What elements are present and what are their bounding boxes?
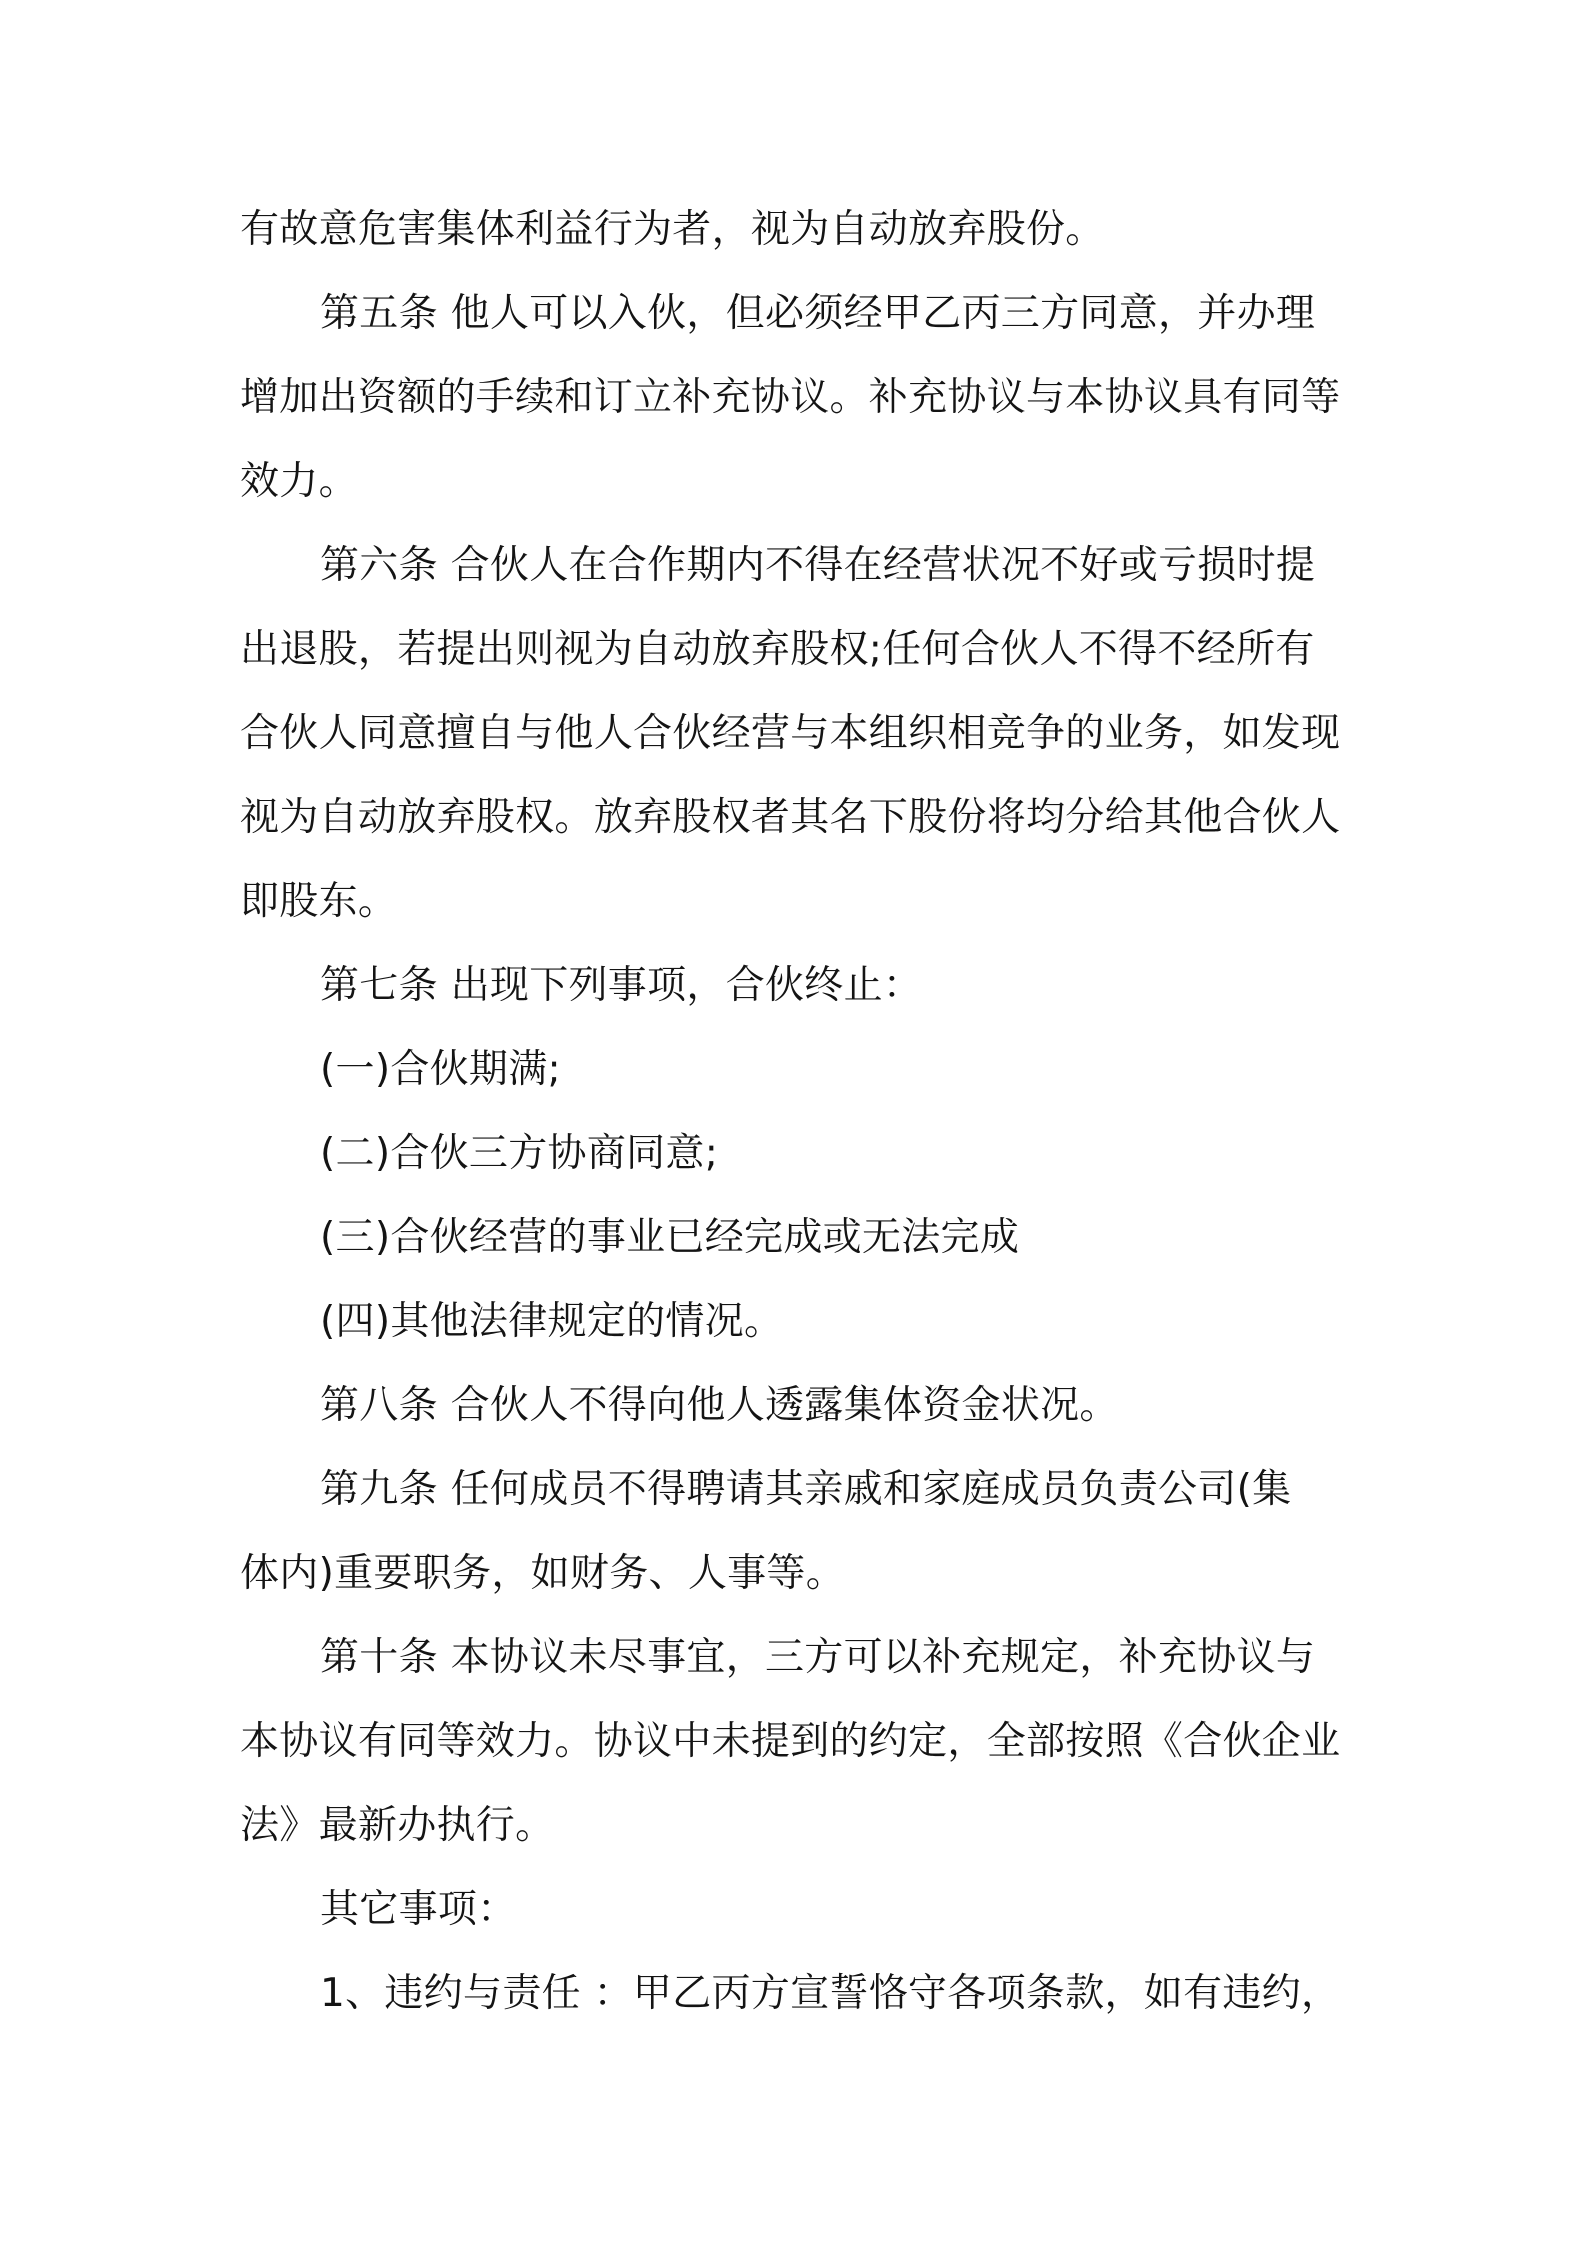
article-9-line: 第九条 任何成员不得聘请其亲戚和家庭成员负责公司(集	[320, 1467, 1292, 1512]
text-line: 出退股，若提出则视为自动放弃股权;任何合伙人不得不经所有	[240, 627, 1315, 672]
list-item-2: (二)合伙三方协商同意;	[320, 1131, 719, 1176]
text-line: 合伙人同意擅自与他人合伙经营与本组织相竞争的业务，如发现	[240, 711, 1341, 756]
text-line: 体内)重要职务，如财务、人事等。	[240, 1551, 846, 1596]
list-item-1: (一)合伙期满;	[320, 1047, 561, 1092]
article-10-line: 第十条 本协议未尽事宜，三方可以补充规定，补充协议与	[320, 1635, 1316, 1680]
text-line: 本协议有同等效力。协议中未提到的约定，全部按照《合伙企业	[240, 1719, 1341, 1764]
article-8-line: 第八条 合伙人不得向他人透露集体资金状况。	[320, 1383, 1119, 1428]
article-6-line: 第六条 合伙人在合作期内不得在经营状况不好或亏损时提	[320, 543, 1316, 588]
list-item-4: (四)其他法律规定的情况。	[320, 1299, 784, 1344]
article-7-line: 第七条 出现下列事项，合伙终止：	[320, 963, 923, 1008]
text-line: 视为自动放弃股权。放弃股权者其名下股份将均分给其他合伙人	[240, 795, 1341, 840]
text-line: 法》最新办执行。	[240, 1803, 555, 1848]
article-5-line: 第五条 他人可以入伙，但必须经甲乙丙三方同意，并办理	[320, 291, 1316, 336]
other-matters-heading: 其它事项：	[320, 1887, 517, 1932]
document-body	[240, 188, 1352, 2036]
text-line: 有故意危害集体利益行为者，视为自动放弃股份。	[240, 207, 1105, 252]
breach-clause-line: 1、违约与责任 ：甲乙丙方宣誓恪守各项条款，如有违约，	[320, 1971, 1341, 2016]
text-line: 增加出资额的手续和订立补充协议。补充协议与本协议具有同等	[240, 375, 1341, 420]
list-item-3: (三)合伙经营的事业已经完成或无法完成	[320, 1215, 1020, 1260]
text-line: 效力。	[240, 459, 358, 504]
text-line: 即股东。	[240, 879, 398, 924]
